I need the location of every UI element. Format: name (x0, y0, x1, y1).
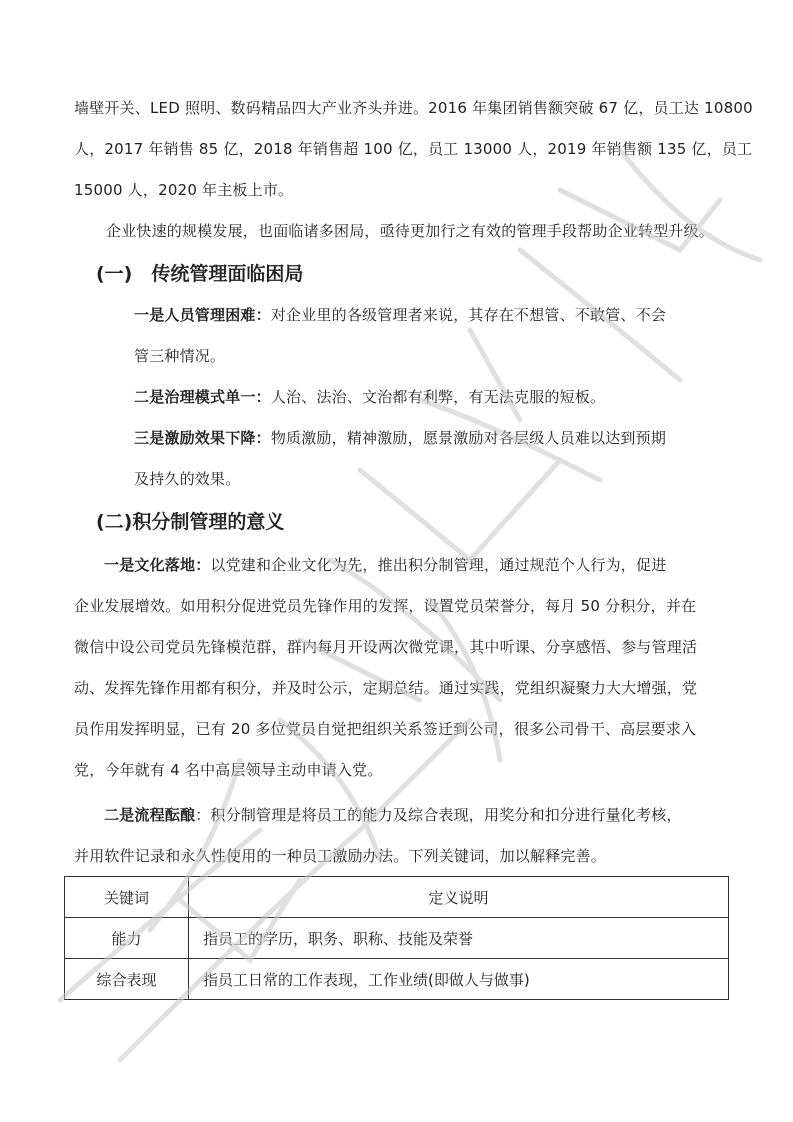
paragraph-line: 及持久的效果。 (134, 470, 241, 488)
paragraph-line: 人，2017 年销售 85 亿，2018 年销售超 100 亿，员工 13000 人，2019 年销售额 135 亿，员工 (74, 140, 753, 158)
item-label: 二是治理模式单一： (134, 388, 271, 406)
section-heading: (二)积分制管理的意义 (96, 511, 285, 533)
item-label: 二是流程酝酿 (104, 806, 196, 824)
table-header-cell: 关键词 (65, 877, 189, 918)
table-row (65, 918, 729, 959)
table-header-cell: 定义说明 (189, 877, 729, 918)
section-heading: (一) 传统管理面临困局 (96, 263, 304, 285)
item-label: 三是激励效果下降： (134, 429, 271, 447)
paragraph-line: 企业发展增效。如用积分促进党员先锋作用的发挥，设置党员荣誉分，每月 50 分积分，并在 (74, 597, 697, 615)
item-text: 物质激励，精神激励，愿景激励对各层级人员难以达到预期 (270, 429, 667, 447)
keyword-table (64, 876, 729, 1000)
paragraph-line: 动、发挥先锋作用都有积分，并及时公示，定期总结。通过实践，党组织凝聚力大大增强，党 (74, 679, 698, 697)
item-label: 一是文化落地： (104, 556, 211, 574)
item-text: 人治、法治、文治都有利弊，有无法克服的短板。 (270, 388, 606, 406)
table-cell: 综合表现 (65, 959, 189, 1000)
paragraph-line: 15000 人，2020 年主板上市。 (74, 181, 294, 199)
paragraph-line: 员作用发挥明显，已有 20 多位党员自觉把组织关系签迁到公司，很多公司骨干、高层要求入 (74, 720, 697, 738)
paragraph-line: 墙壁开关、LED 照明、数码精品四大产业齐头并进。2016 年集团销售额突破 67 亿，员工达 10800 (74, 99, 753, 117)
item-label: 一是人员管理困难： (134, 306, 271, 324)
paragraph-line: 并用软件记录和永久性使用的一种员工激励办法。下列关键词，加以解释完善。 (74, 847, 607, 865)
table-row (65, 959, 729, 1000)
item-text: 以党建和企业文化为先，推出积分制管理，通过规范个人行为，促进 (210, 556, 667, 574)
table-header-row (65, 877, 729, 918)
paragraph-line: 党，今年就有 4 名中高层领导主动申请入党。 (74, 761, 383, 779)
paragraph-line: 企业快速的规模发展，也面临诸多困局，亟待更加行之有效的管理手段帮助企业转型升级。 (106, 222, 715, 240)
table-cell: 能力 (65, 918, 189, 959)
item-text: ：积分制管理是将员工的能力及综合表现，用奖分和扣分进行量化考核， (195, 806, 682, 824)
paragraph-line: 微信中设公司党员先锋模范群，群内每月开设两次微党课，其中听课、分享感悟、参与管理活 (74, 638, 698, 656)
item-text: 对企业里的各级管理者来说，其存在不想管、不敢管、不会 (270, 306, 667, 324)
list-item (104, 805, 682, 825)
list-item (134, 387, 605, 407)
list-item (134, 305, 666, 325)
table-cell: 指员工日常的工作表现，工作业绩(即做人与做事) (189, 959, 729, 1000)
table-cell: 指员工的学历，职务、职称、技能及荣誉 (189, 918, 729, 959)
list-item (134, 428, 666, 448)
list-item (104, 555, 666, 575)
paragraph-line: 管三种情况。 (134, 347, 226, 365)
